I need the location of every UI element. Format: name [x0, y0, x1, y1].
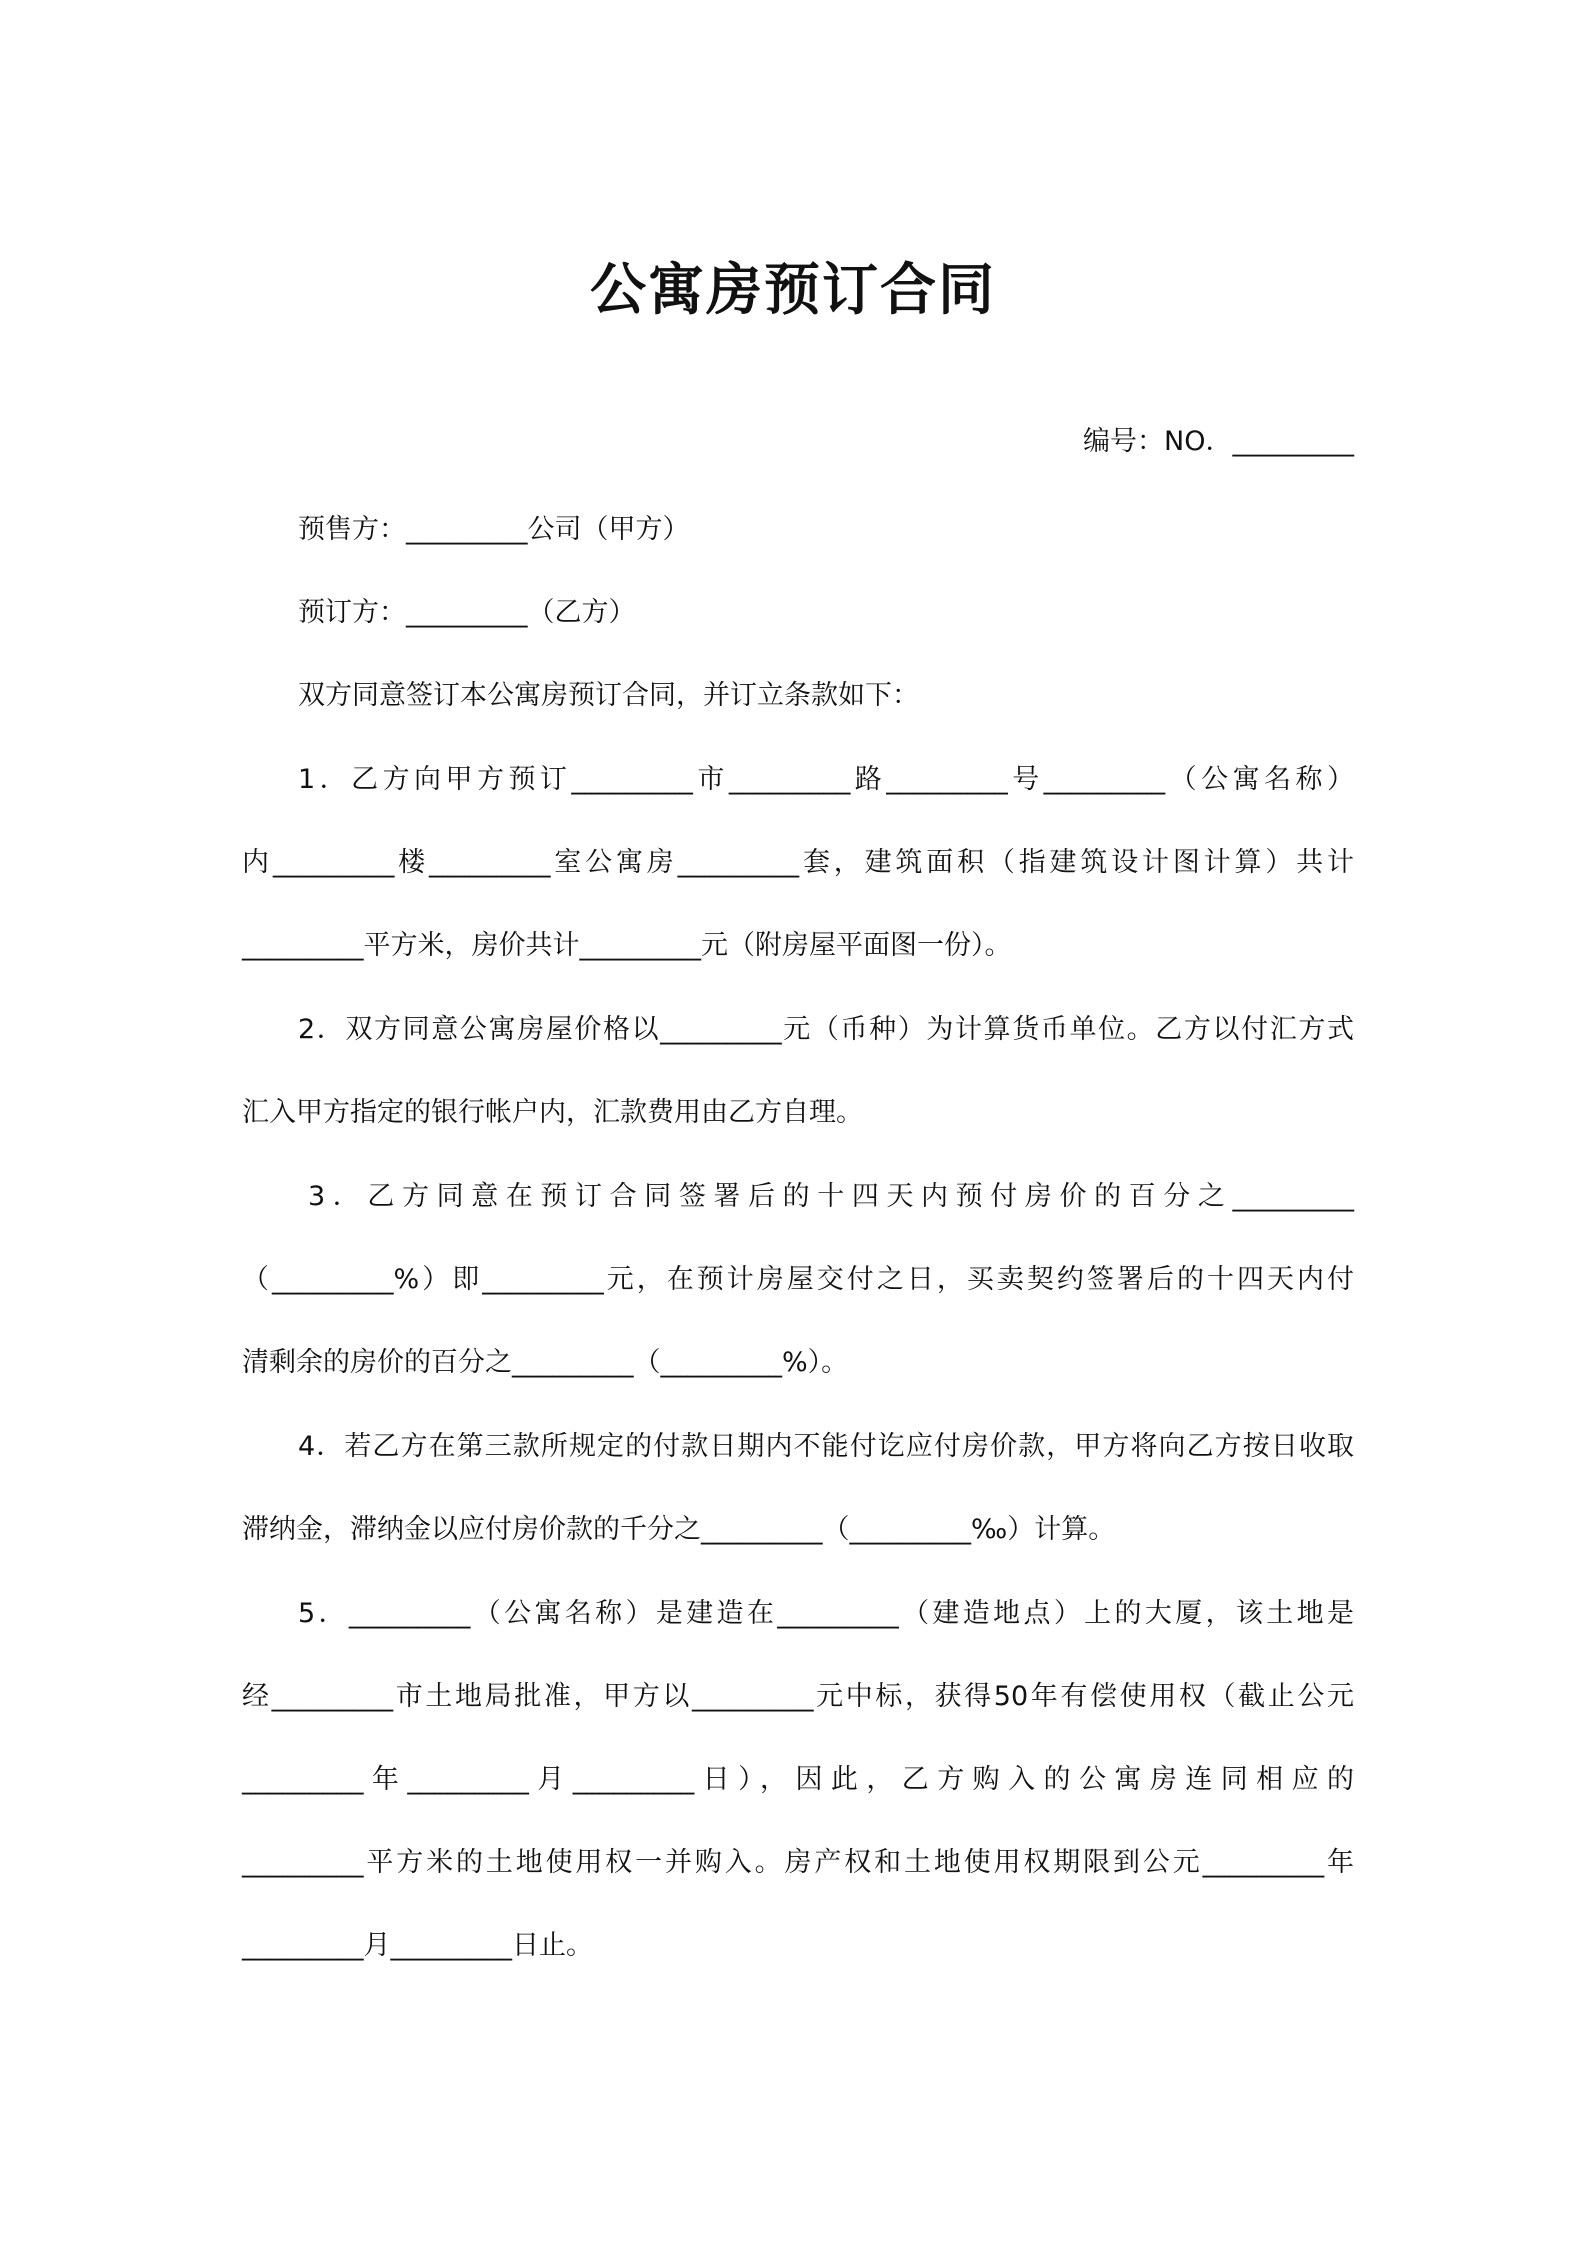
- clause5-line4: _________平方米的土地使用权一并购入。房产权和土地使用权期限到公元_________年: [242, 1847, 1354, 1878]
- clause3-line1: 3．乙方同意在预订合同签署后的十四天内预付房价的百分之_________: [308, 1181, 1354, 1212]
- buyer-line: 预订方：_________（乙方）: [298, 597, 636, 628]
- intro-line: 双方同意签订本公寓房预订合同，并订立条款如下：: [298, 680, 919, 711]
- clause5-line1: 5．_________（公寓名称）是建造在_________（建造地点）上的大厦，该土地是: [298, 1598, 1354, 1629]
- clause4-line1: 4．若乙方在第三款所规定的付款日期内不能付讫应付房价款，甲方将向乙方按日收取: [298, 1431, 1354, 1462]
- clause2-line2: 汇入甲方指定的银行帐户内，汇款费用由乙方自理。: [242, 1097, 863, 1128]
- clause1-line2: 内_________楼_________室公寓房_________套，建筑面积（指建筑设计图计算）共计: [242, 847, 1354, 878]
- clause5-line5: _________月_________日止。: [242, 1930, 593, 1961]
- clause3-line3: 清剩余的房价的百分之_________（_________%）。: [242, 1347, 849, 1378]
- clause5-line3: _________年_________月_________日），因此，乙方购入的公寓房连同相应的: [242, 1764, 1354, 1795]
- clause1-line3: _________平方米，房价共计_________元（附房屋平面图一份）。: [242, 930, 1012, 961]
- seller-line: 预售方：_________公司（甲方）: [298, 514, 690, 545]
- document-title: 公寓房预订合同: [590, 258, 996, 323]
- clause2-line1: 2．双方同意公寓房屋价格以_________元（币种）为计算货币单位。乙方以付汇方式: [298, 1014, 1354, 1045]
- clause4-line2: 滞纳金，滞纳金以应付房价款的千分之_________（_________‰）计算。: [242, 1514, 1116, 1545]
- clause5-line2: 经_________市土地局批准，甲方以_________元中标，获得50年有偿使用权（截止公元: [242, 1681, 1354, 1712]
- clause3-line2: （_________%）即_________元，在预计房屋交付之日，买卖契约签署后的十四天内付: [242, 1264, 1354, 1295]
- document-number: 编号：NO．_________: [1083, 426, 1354, 457]
- clause1-line1: 1．乙方向甲方预订_________市_________路_________号_________（公寓名称）: [298, 764, 1354, 795]
